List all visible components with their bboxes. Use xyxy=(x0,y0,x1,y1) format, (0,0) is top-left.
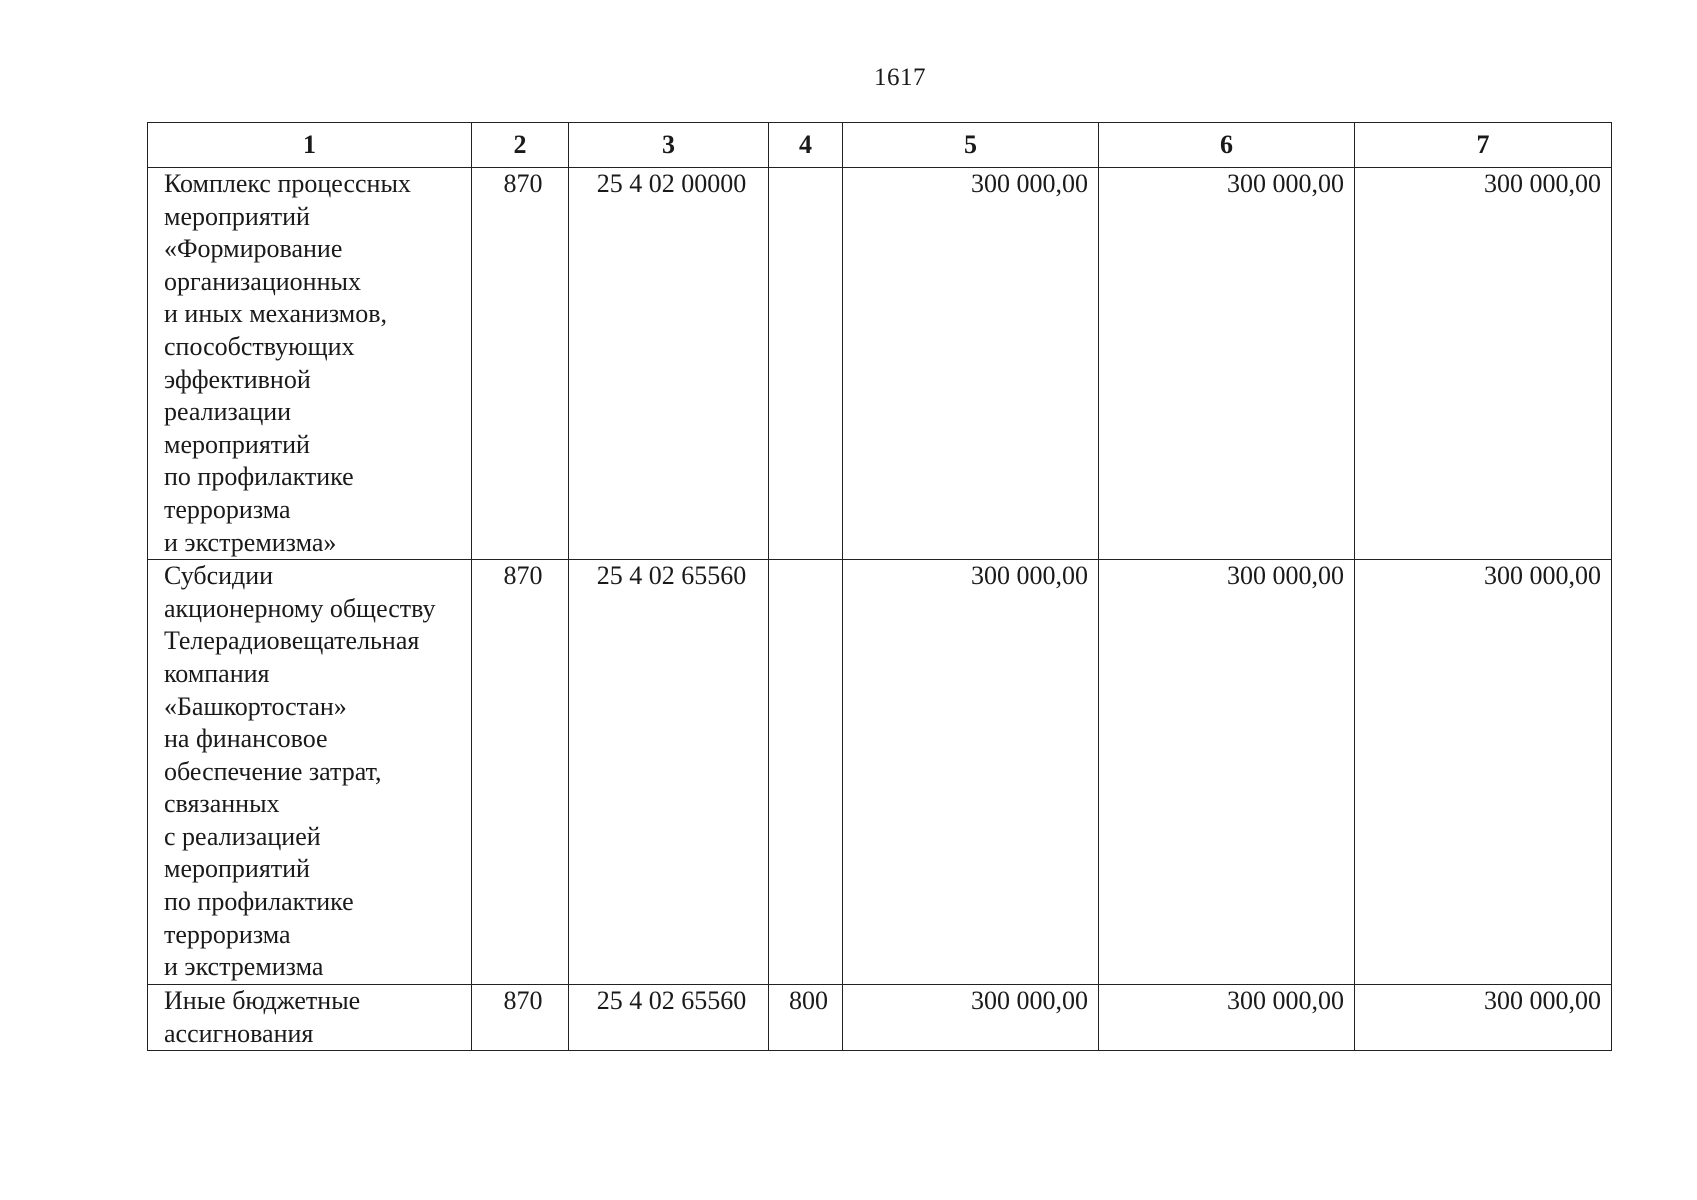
row-code-expense xyxy=(769,168,843,560)
header-col-7: 7 xyxy=(1355,123,1612,168)
row-code-admin: 870 xyxy=(472,985,569,1051)
row-amount-6: 300 000,00 xyxy=(1099,985,1355,1051)
row-amount-7: 300 000,00 xyxy=(1355,560,1612,985)
row-amount-6: 300 000,00 xyxy=(1099,560,1355,985)
table-row xyxy=(148,985,1612,1051)
header-col-2: 2 xyxy=(472,123,569,168)
header-col-3: 3 xyxy=(569,123,769,168)
row-amount-7: 300 000,00 xyxy=(1355,985,1612,1051)
table-row xyxy=(148,560,1612,985)
page-number: 1617 xyxy=(874,64,926,91)
row-code-expense xyxy=(769,560,843,985)
row-amount-7: 300 000,00 xyxy=(1355,168,1612,560)
row-code-admin: 870 xyxy=(472,560,569,985)
row-amount-5: 300 000,00 xyxy=(843,168,1099,560)
header-col-6: 6 xyxy=(1099,123,1355,168)
row-code-expense: 800 xyxy=(769,985,843,1051)
row-code-admin: 870 xyxy=(472,168,569,560)
row-amount-5: 300 000,00 xyxy=(843,985,1099,1051)
row-description: Иные бюджетные ассигнования xyxy=(148,985,472,1051)
header-col-5: 5 xyxy=(843,123,1099,168)
header-col-1: 1 xyxy=(148,123,472,168)
row-code-target: 25 4 02 65560 xyxy=(569,985,769,1051)
row-description: Комплекс процессных мероприятий «Формирование организационных и иных механизмов, способствующих эффективной реализации мероприятий по профилактике терроризма и экстремизма» xyxy=(148,168,472,560)
table-header xyxy=(148,123,1612,168)
row-code-target: 25 4 02 65560 xyxy=(569,560,769,985)
row-code-target: 25 4 02 00000 xyxy=(569,168,769,560)
header-row xyxy=(148,123,1612,168)
row-amount-6: 300 000,00 xyxy=(1099,168,1355,560)
budget-table xyxy=(147,122,1612,1051)
row-description: Субсидии акционерному обществу Телерадиовещательная компания «Башкортостан» на финансовое обеспечение затрат, связанных с реализацией мероприятий по профилактике терроризма и экстремизма xyxy=(148,560,472,985)
table-row xyxy=(148,168,1612,560)
table-body xyxy=(148,168,1612,1051)
row-amount-5: 300 000,00 xyxy=(843,560,1099,985)
header-col-4: 4 xyxy=(769,123,843,168)
